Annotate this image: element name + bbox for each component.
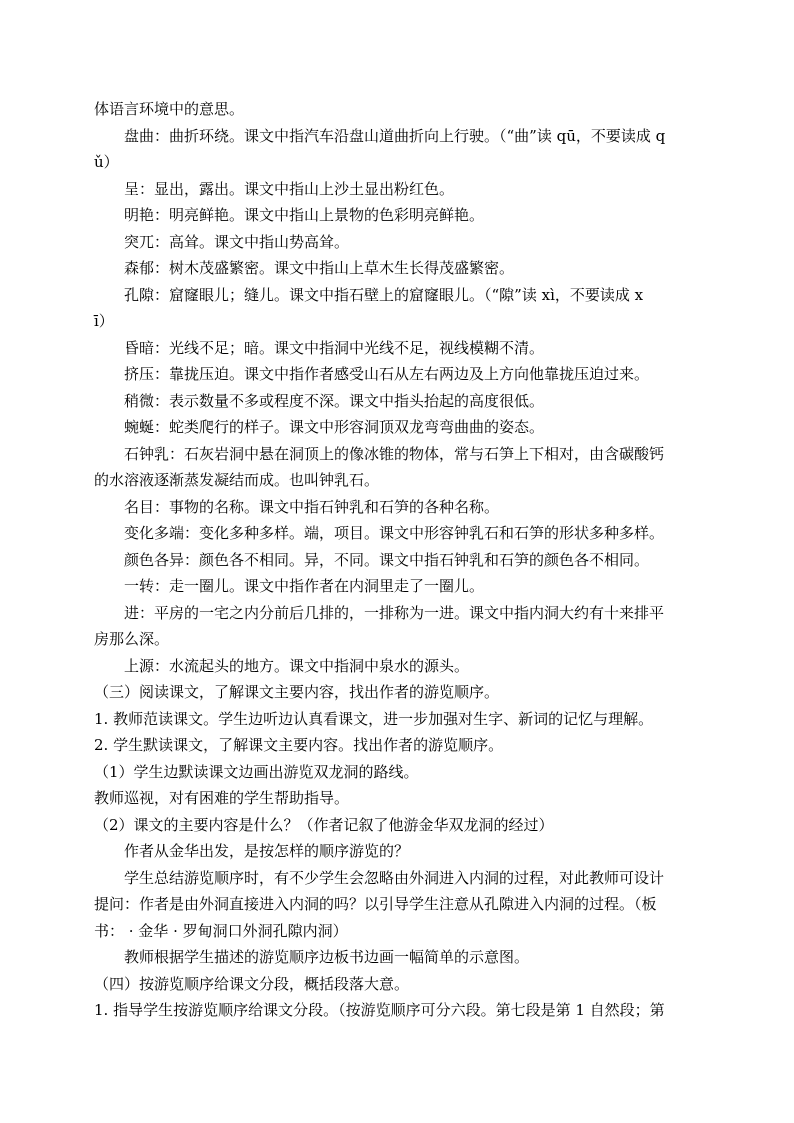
text-line: 蜿蜒：蛇类爬行的样子。课文中形容洞顶双龙弯弯曲曲的姿态。 xyxy=(124,418,545,436)
text-line: 进：平房的一宅之内分前后几排的，一排称为一进。课文中指内洞大约有十来排平 xyxy=(124,603,665,622)
text-line: 森郁：树木茂盛繁密。课文中指山上草木生长得茂盛繁密。 xyxy=(124,259,515,277)
text-line: 的水溶液逐渐蒸发凝结而成。也叫钟乳石。 xyxy=(94,471,380,489)
text-line: 石钟乳：石灰岩洞中悬在洞顶上的像冰锥的物体，常与石笋上下相对，由含碳酸钙 xyxy=(124,444,665,463)
text-line: 教师根据学生描述的游览顺序边板书边画一幅简单的示意图。 xyxy=(124,948,530,966)
text-line: 体语言环境中的意思。 xyxy=(94,100,245,118)
text-line: 盘曲：曲折环绕。课文中指汽车沿盘山道曲折向上行驶。（“曲”读 qū，不要读成 q xyxy=(124,126,666,145)
text-line: 呈：显出，露出。课文中指山上沙土显出粉红色。 xyxy=(124,179,455,198)
text-line: 突兀：高耸。课文中指山势高耸。 xyxy=(124,232,350,251)
text-line: 房那么深。 xyxy=(94,630,170,648)
document-body xyxy=(94,96,706,1024)
text-line: 提问：作者是由外洞直接进入内洞的吗？以引导学生注意从孔隙进入内洞的过程。（板 xyxy=(94,895,657,913)
text-line: 昏暗：光线不足；暗。课文中指洞中光线不足，视线模糊不清。 xyxy=(124,338,545,357)
text-line: （2）课文的主要内容是什么？（作者记叙了他游金华双龙洞的经过） xyxy=(94,815,554,834)
text-line: 教师巡视，对有困难的学生帮助指导。 xyxy=(94,789,350,807)
text-line: 明艳：明亮鲜艳。课文中指山上景物的色彩明亮鲜艳。 xyxy=(124,206,485,224)
text-line: 孔隙：窟窿眼儿；缝儿。课文中指石壁上的窟窿眼儿。（“隙”读 xì，不要读成 x xyxy=(124,285,644,304)
text-line: 挤压：靠拢压迫。课文中指作者感受山石从左右两边及上方向他靠拢压迫过来。 xyxy=(124,365,650,383)
text-line: 一转：走一圈儿。课文中指作者在内洞里走了一圈儿。 xyxy=(124,577,485,595)
text-line: 书： · 金华 · 罗甸洞口外洞孔隙内洞） xyxy=(94,921,348,940)
text-line: （1）学生边默读课文边画出游览双龙洞的路线。 xyxy=(94,762,419,781)
text-line: ǔ） xyxy=(94,153,119,171)
text-line: 2. 学生默读课文，了解课文主要内容。找出作者的游览顺序。 xyxy=(94,736,504,754)
text-line: 稍微：表示数量不多或程度不深。课文中指头抬起的高度很低。 xyxy=(124,391,545,410)
text-line: 1. 指导学生按游览顺序给课文分段。（按游览顺序可分六段。第七段是第 1 自然段；第 xyxy=(94,1001,665,1019)
text-line: 上源：水流起头的地方。课文中指洞中泉水的源头。 xyxy=(124,656,470,675)
text-line: （三）阅读课文，了解课文主要内容，找出作者的游览顺序。 xyxy=(94,683,500,701)
text-line: 作者从金华出发，是按怎样的顺序游览的？ xyxy=(124,842,410,860)
text-line: （四）按游览顺序给课文分段，概括段落大意。 xyxy=(94,974,410,993)
text-line: 变化多端：变化多种多样。端，项目。课文中形容钟乳石和石笋的形状多种多样。 xyxy=(124,524,665,542)
text-line: 颜色各异：颜色各不相同。异，不同。课文中指石钟乳和石笋的颜色各不相同。 xyxy=(124,550,650,569)
text-line: 学生总结游览顺序时，有不少学生会忽略由外洞进入内洞的过程，对此教师可设计 xyxy=(124,868,665,887)
text-line: ī） xyxy=(94,312,114,330)
text-line: 名目：事物的名称。课文中指石钟乳和石笋的各种名称。 xyxy=(124,497,500,516)
text-line: 1. 教师范读课文。学生边听边认真看课文，进一步加强对生字、新词的记忆与理解。 xyxy=(94,709,654,728)
